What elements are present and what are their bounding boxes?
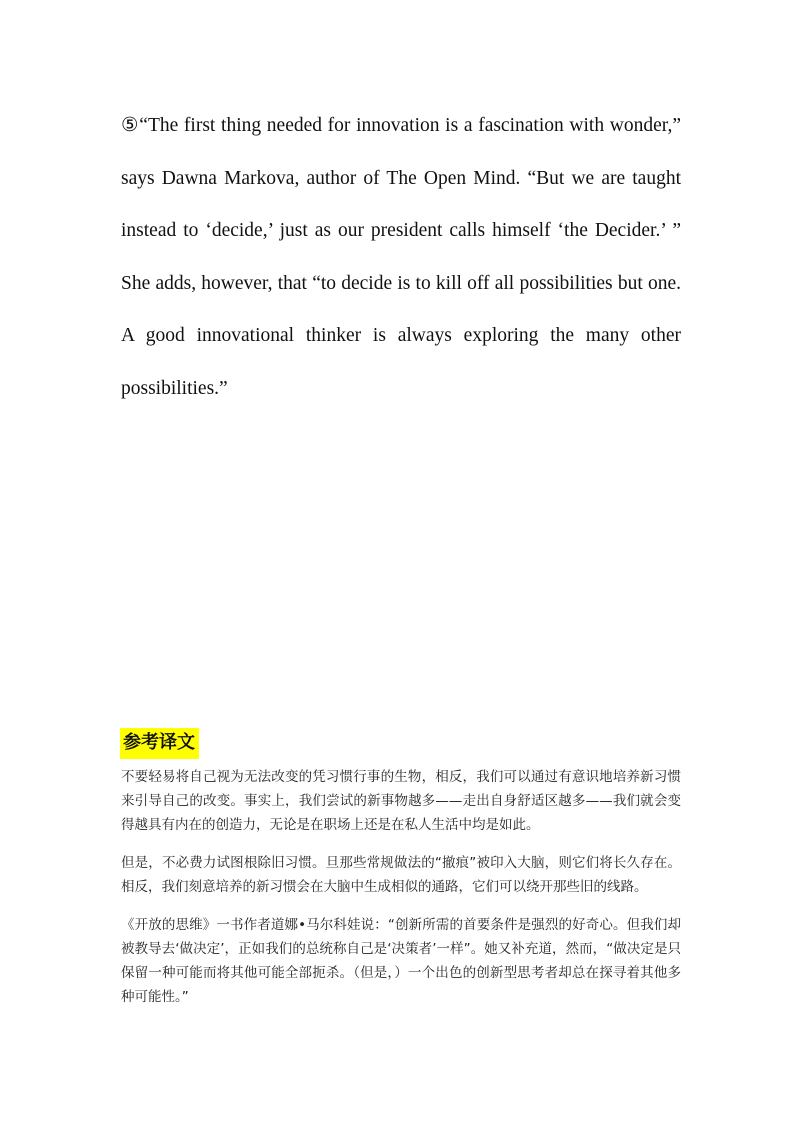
translation-paragraph-2: 但是，不必费力试图根除旧习惯。旦那些常规做法的“撤痕”被印入大脑，则它们将长久存在。相反，我们刻意培养的新习惯会在大脑中生成相似的通路，它们可以绕开那些旧的线路。 [121,855,681,895]
english-paragraph: ⑤“The first thing needed for innovation is a fascination with wonder,” says Dawna Markova, author of The Open Mind. “But we are taught instead to ‘decide,’ just as our president calls himself ‘the Decider.’ ” She adds, however, that “to decide is to kill off all possibilities but one. A good innovational thinker is always exploring the many other possibilities.” [121,115,681,399]
translation-heading: 参考译文 [120,728,199,759]
translation-paragraph-1: 不要轻易将自己视为无法改变的凭习惯行事的生物，相反，我们可以通过有意识地培养新习惯来引导自己的改变。事实上，我们尝试的新事物越多——走出自身舒适区越多——我们就会变得越具有内在的创造力，无论是在职场上还是在私人生活中均是如此。 [121,769,681,833]
translation-paragraph-3: 《开放的思维》一书作者道娜•马尔科娃说：“创新所需的首要条件是强烈的好奇心。但我们却被教导去‘做决定’，正如我们的总统称自己是‘决策者’一样”。她又补充道，然而，“做决定是只保留一种可能而将其他可能全部扼杀。（但是，）一个出色的创新型思考者却总在探寻着其他多种可能性。” [121,917,681,1005]
